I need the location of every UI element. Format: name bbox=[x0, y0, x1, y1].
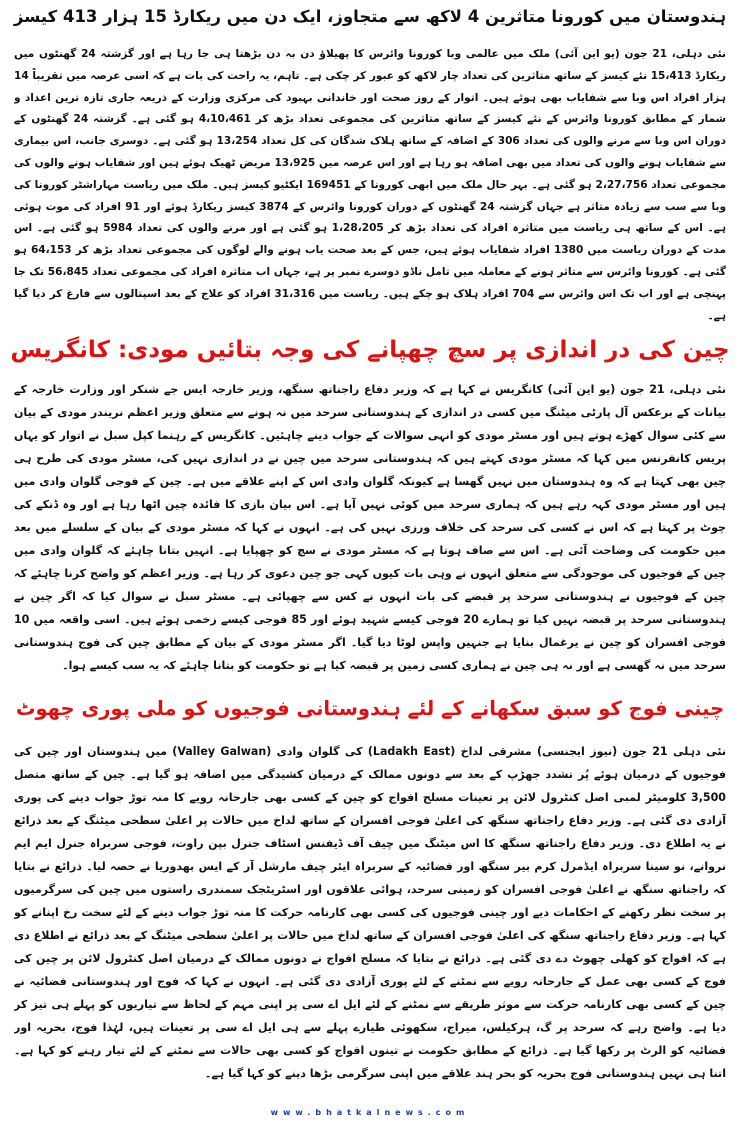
article-2-body: نئی دہلی، 21 جون (یو این آئی) کانگریس نے کہا ہے کہ وزیر دفاع راجناتھ سنگھ، وزیر خارجہ ایس جے شنکر اور وزارت خارجہ کے بیانات کے برعکس آل پارٹی میٹنگ میں کسی در اندازی کے ہندوستانی سرحد میں نہ ہونے سے متعلق وزیر اعظم نریندر مودی کے بیان سے کئی سوال کھڑے ہوتے ہیں اور مسٹر مودی کو انہی سوالات کے جواب دینے چاہئیں۔ کانگریس کے رہنما کپل سبل نے اتوار کو یہاں پریس کانفرنس میں کہا کہ مسٹر مودی کہتے ہیں کہ ہندوستانی سرحد میں چین نے در اندازی نہیں کی، مسٹر مودی کی طرح ہی چین بھی کہتا ہے کہ وہ ہندوستان میں نہیں گھسا ہے کیونکہ گلوان وادی اس کے اپنے علاقے میں ہے۔ چین کے فوجی گلوان وادی میں ہیں اور مسٹر مودی کہہ رہے ہیں کہ ہماری سرحد میں کوئی نہیں آیا ہے۔ اس بیان بازی کا فائدہ چین اٹھا رہا ہے اور وہ ڈنکے کی چوٹ پر کہتا ہے کہ اس نے کسی کی سرحد کی خلاف ورزی نہیں کی ہے۔ انہوں نے کہا کہ مسٹر مودی کے بیان کے سلسلے میں بعد میں حکومت کی وضاحت آئی ہے۔ اس سے صاف ہوتا ہے کہ مسٹر مودی نے سچ کو چھپایا ہے۔ انہیں بتانا چاہئے کہ گلوان وادی میں چین کے فوجیوں کی موجودگی سے متعلق انہوں نے وہی بات کیوں کہی جو چین دعوی کر رہا ہے۔ وزیر اعظم کو واضح کرنا چاہئے کہ چین کے فوجیوں نے ہندوستانی سرحد پر قبضے کی بات انہوں نے کس سے چھپائی ہے۔ مسٹر سبل نے سوال کیا کہ اگر چین نے ہندوستانی سرحد پر قبضہ نہیں کیا تو ہمارے 20 فوجی کیسے شہید ہوئے اور 85 فوجی کیسے زخمی ہوئے ہیں۔ اسی واقعہ میں 10 فوجی افسران کو چین نے یرغمال بنایا ہے جنہیں واپس لوٹا دیا گیا۔ اگر مسٹر مودی کے بیان کے مطابق چین کی فوج ہندوستانی سرحد میں نہ گھسی ہے اور نہ ہی چین نے ہماری کسی زمین پر قبضہ کیا ہے تو حکومت کو بتانا چاہئے کہ یہ سب کیسے ہوا۔ bbox=[14, 383, 726, 672]
article-3-headline: چینی فوج کو سبق سکھانے کے لئے ہندوستانی فوجیوں کو ملی پوری چھوٹ bbox=[15, 697, 725, 720]
article-2-headline: چین کی در اندازی پر سچ چھپانے کی وجہ بتائیں مودی: کانگریس bbox=[10, 337, 730, 363]
article-1-headline: ہندوستان میں کورونا متاثرین 4 لاکھ سے متجاوز، ایک دن میں ریکارڈ 15 ہزار 413 کیسز bbox=[13, 7, 727, 26]
article-1-body: نئی دہلی، 21 جون (یو این آئی) ملک میں عالمی وبا کورونا وائرس کا پھیلاؤ دن بہ دن بڑھتا ہی جا رہا ہے اور گزشتہ 24 گھنٹوں میں ریکارڈ 15،413 نئے کیسز کے ساتھ متاثرین کی تعداد چار لاکھ کو عبور کر چکی ہے۔ تاہم، یہ راحت کی بات ہے کہ اسی عرصہ میں تقریباً 14 ہزار افراد اس وبا سے شفایاب بھی ہوئے ہیں۔ اتوار کے روز صحت اور خاندانی بہبود کی مرکزی وزارت کے ذریعہ جاری تازہ ترین اعداد و شمار کے مطابق کورونا وائرس کے نئے کیسز کے ساتھ متاثرین کی مجموعی تعداد بڑھ کر 4،10،461 ہو گئی ہے۔ گزشتہ 24 گھنٹوں کے دوران اس وبا سے مرنے والوں کی تعداد 306 کے اضافہ کے ساتھ ہلاک شدگان کی کل تعداد 13،254 ہو گئی ہے۔ دوسری جانب، اس بیماری سے شفایاب ہونے والوں کی تعداد میں بھی اضافہ ہو رہا ہے اور اس عرصہ میں 13،925 مریض ٹھیک ہوئے ہیں اور شفایاب ہونے والوں کی مجموعی تعداد 2،27،756 ہو گئی ہے۔ بہر حال ملک میں ابھی کورونا کے 169451 ایکٹیو کیسز ہیں۔ ملک میں ریاست مہاراشٹر کورونا کی وبا سے سب سے زیادہ متاثر ہے جہاں گزشتہ 24 گھنٹوں کے دوران کورونا وائرس کے 3874 کیسز ریکارڈ ہوئے اور 91 افراد کی موت ہوئی ہے۔ اس کے ساتھ ہی ریاست میں متاثرہ افراد کی تعداد بڑھ کر 1،28،205 ہو گئی ہے اور مرنے والوں کی تعداد 5984 ہو گئی ہے۔ اس مدت کے دوران ریاست میں 1380 افراد شفایاب ہوئے ہیں، جس کے بعد صحت یاب ہونے والے لوگوں کی مجموعی تعداد بڑھ کر 64،153 ہو گئی ہے۔ کورونا وائرس سے متاثر ہونے کے معاملہ میں تامل ناڈو دوسرے نمبر پر ہے، جہاں اب متاثرہ افراد کی مجموعی تعداد 56،845 تک جا پہنچی ہے اور اب تک اس وائرس سے 704 افراد ہلاک ہو چکے ہیں۔ ریاست میں 31،316 افراد کو علاج کے بعد اسپتالوں سے فارغ کر دیا گیا ہے۔ bbox=[14, 48, 726, 322]
article-3-body: نئی دہلی 21 جون (نیوز ایجنسی) مشرقی لداخ (Ladakh East) کی گلوان وادی (Valley Galwan) میں ہندوستان اور چین کی فوجیوں کے درمیان ہوئے پُر تشدد جھڑپ کے بعد سے دونوں ممالک کے درمیان کشیدگی میں اضافہ ہو گیا ہے۔ چین کے ساتھ متصل 3,500 کلومیٹر لمبی اصل کنٹرول لائن پر تعینات مسلح افواج کو چین کے کسی بھی جارحانہ رویے کا منہ توڑ جواب دینے کی پوری آزادی دی گئی ہے۔ وزیر دفاع راجناتھ سنگھ کی اعلیٰ فوجی افسران کے ساتھ لداخ میں حالات پر اعلیٰ سطحی میٹنگ کے بعد ذرائع نے یہ اطلاع دی۔ وزیر دفاع راجناتھ سنگھ کا اس میٹنگ میں چیف آف ڈیفنس اسٹاف جنرل بپن راوت، فوجی سربراہ جنرل ایم ایم نروانے، نو سینا سربراہ ایڈمرل کرم بیر سنگھ اور فضائیہ کے سربراہ ایئر چیف مارشل آر کے ایس بھدوریا نے حصہ لیا۔ ذرائع نے بتایا کہ راجناتھ سنگھ نے اعلیٰ فوجی افسران کو زمینی سرحد، ہوائی علاقوں اور اسٹریٹجک سمندری راستوں میں چین کی سرگرمیوں پر سخت نظر رکھنے کے احکامات دیے اور چینی فوجیوں کی کسی بھی کارنامہ حرکت کا منہ توڑ جواب دینے کے لئے سخت رخ اپنانے کو کہا ہے۔ وزیر دفاع راجناتھ سنگھ کی اعلیٰ فوجی افسران کے ساتھ لداخ میں حالات پر اعلیٰ سطحی میٹنگ کے بعد ذرائع نے اطلاع دی ہے کہ افواج کو کھلی چھوٹ دے دی گئی ہے۔ ذرائع نے بتایا کہ مسلح افواج نے دونوں ممالک کے درمیان اصل کنٹرول لائن پر چین کی فوج کے کسی بھی عمل کے جارحانہ رویے سے نمٹنے کے لئے پوری آزادی دی گئی ہے۔ انہوں نے کہا کہ فوج اور ہندوستانی فضائیہ نے چین کے کسی بھی کارنامہ حرکت سے موثر طریقے سے نمٹنے کے لئے ایل اے سی پر اپنی مہم کے لحاظ سے تیاریوں کو پہلے ہی تیز کر دیا ہے۔ واضح رہے کہ سرحد پر گ، ہرکیلس، میراج، سکھوئی طیارے پہلے سے ہی ایل اے سی پر تعینات ہیں، لہٰذا فوج، بحریہ اور فضائیہ کو الرٹ پر رکھا گیا ہے۔ ذرائع کے مطابق حکومت نے تینوں افواج کو کسی بھی حالات سے نمٹنے کے لئے تیار رہنے کو کہا ہے۔ اتنا ہی نہیں ہندوستانی فوج بحریہ کو بحر ہند علاقے میں اپنی سرگرمی بڑھا دینے کو کہا گیا ہے۔ bbox=[14, 745, 726, 1080]
website-footer: www.bhatkalnews.com bbox=[270, 1108, 470, 1117]
